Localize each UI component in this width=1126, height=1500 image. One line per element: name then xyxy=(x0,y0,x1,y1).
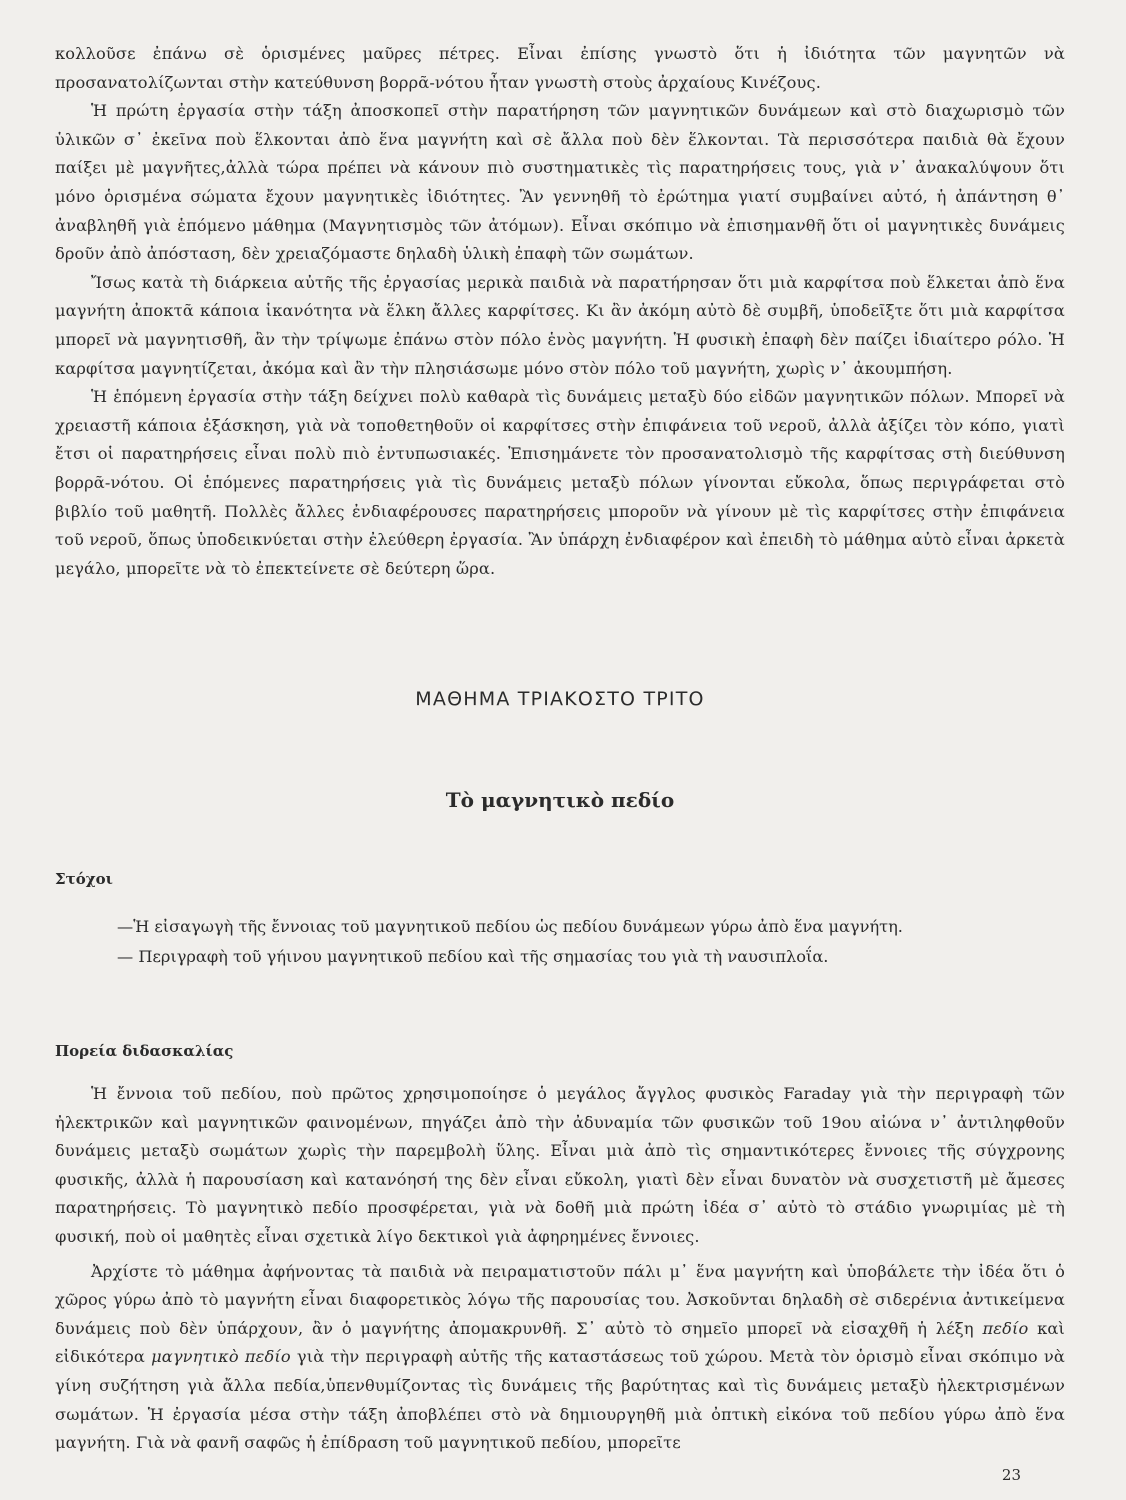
objective-item: —Ἡ εἰσαγωγὴ τῆς ἔννοιας τοῦ μαγνητικοῦ πεδίου ὡς πεδίου δυνάμεων γύρω ἀπὸ ἕνα μαγνήτη. xyxy=(117,917,903,936)
objectives-heading: Στόχοι xyxy=(55,870,113,888)
method-paragraph-2 xyxy=(55,1258,1065,1458)
intro-paragraph-2: Ἡ πρώτη ἐργασία στὴν τάξη ἀποσκοπεῖ στὴν παρατήρηση τῶν μαγνητικῶν δυνάμεων καὶ στὸ διαχωρισμὸ τῶν ὑλικῶν σ᾽ ἐκεῖνα ποὺ ἕλκονται ἀπὸ ἕνα μαγνήτη καὶ σὲ ἄλλα ποὺ δὲν ἕλκονται. Τὰ περισσότερα παιδιὰ θὰ ἔχουν παίξει μὲ μαγνῆτες,ἀλλὰ τώρα πρέπει νὰ κάνουν πιὸ συστηματικὲς τὶς παρατηρήσεις τους, γιὰ ν᾽ ἀνακαλύψουν ὅτι μόνο ὁρισμένα σώματα ἔχουν μαγνητικὲς ἰδιότητες. Ἂν γεννηθῆ τὸ ἐρώτημα γιατί συμβαίνει αὐτό, ἡ ἀπάντηση θ᾽ ἀναβληθῆ γιὰ ἑπόμενο μάθημα (Μαγνητισμὸς τῶν ἀτόμων). Εἶναι σκόπιμο νὰ ἐπισημανθῆ ὅτι οἱ μαγνητικὲς δυνάμεις δροῦν ἀπὸ ἀπόσταση, δὲν χρειαζόμαστε δηλαδὴ ὑλικὴ ἐπαφὴ τῶν σωμάτων. xyxy=(55,101,1065,264)
lesson-title: Τὸ μαγνητικὸ πεδίο xyxy=(445,788,675,812)
intro-section xyxy=(55,40,1065,583)
teaching-method-section xyxy=(55,1080,1065,1458)
book-page xyxy=(55,40,1075,1484)
method-paragraph-2-part-b: καὶ εἰδικότερα xyxy=(55,1318,1065,1367)
term-field: πεδίο xyxy=(982,1318,1029,1338)
teaching-method-heading: Πορεία διδασκαλίας xyxy=(55,1042,234,1060)
method-paragraph-1: Ἡ ἔννοια τοῦ πεδίου, ποὺ πρῶτος χρησιμοποίησε ὁ μεγάλος ἄγγλος φυσικὸς Faraday γιὰ τὴν περιγραφὴ τῶν ἠλεκτρικῶν καὶ μαγνητικῶν φαινομένων, πηγάζει ἀπὸ τὴν ἀδυναμία τῶν φυσικῶν τοῦ 19ου αἰώνα ν᾽ ἀντιληφθοῦν δυνάμεις μεταξὺ σωμάτων χωρὶς τὴν παρεμβολὴ ὕλης. Εἶναι μιὰ ἀπὸ τὶς σημαντικότερες ἔννοιες τῆς σύγχρονης φυσικῆς, ἀλλὰ ἡ παρουσίαση καὶ κατανόησή της δὲν εἶναι εὔκολη, γιατὶ δὲν εἶναι δυνατὸν νὰ συσχετιστῆ μὲ ἄμεσες παρατηρήσεις. Τὸ μαγνητικὸ πεδίο προσφέρεται, γιὰ νὰ δοθῆ μιὰ πρώτη ἰδέα σ᾽ αὐτὸ τὸ στάδιο γνωριμίας μὲ τὴ φυσική, ποὺ οἱ μαθητὲς εἶναι σχετικὰ λίγο δεκτικοὶ γιὰ ἀφηρημένες ἔννοιες. xyxy=(55,1084,1065,1246)
term-magnetic-field: μαγνητικὸ πεδίο xyxy=(151,1347,291,1367)
objective-item: — Περιγραφὴ τοῦ γήινου μαγνητικοῦ πεδίου καὶ τῆς σημασίας του γιὰ τὴ ναυσιπλοΐα. xyxy=(117,947,829,966)
intro-paragraph-3: Ἴσως κατὰ τὴ διάρκεια αὐτῆς τῆς ἐργασίας μερικὰ παιδιὰ νὰ παρατήρησαν ὅτι μιὰ καρφίτσα ποὺ ἕλκεται ἀπὸ ἕνα μαγνήτη ἀποκτᾶ κάποια ἱκανότητα νὰ ἕλκη ἄλλες καρφίτσες. Κι ἂν ἀκόμη αὐτὸ δὲ συμβῆ, ὑποδεῖξτε ὅτι μιὰ καρφίτσα μπορεῖ νὰ μαγνητισθῆ, ἂν τὴν τρίψωμε ἐπάνω στὸν πόλο ἑνὸς μαγνήτη. Ἡ φυσικὴ ἐπαφὴ δὲν παίζει ἰδιαίτερο ρόλο. Ἡ καρφίτσα μαγνητίζεται, ἀκόμα καὶ ἂν τὴν πλησιάσωμε μόνο στὸν πόλο τοῦ μαγνήτη, χωρὶς ν᾽ ἀκουμπήση. xyxy=(55,272,1065,378)
intro-paragraph-1: κολλοῦσε ἐπάνω σὲ ὁρισμένες μαῦρες πέτρες. Εἶναι ἐπίσης γνωστὸ ὅτι ἡ ἰδιότητα τῶν μαγνητῶν νὰ προσανατολίζωνται στὴν κατεύθυνση βορρᾶ-νότου ἦταν γνωστὴ στοὺς ἀρχαίους Κινέζους. xyxy=(55,44,1065,92)
objectives-list xyxy=(117,912,1067,972)
page-number: 23 xyxy=(1001,1466,1021,1484)
method-paragraph-2-part-c: γιὰ τὴν περιγραφὴ αὐτῆς τῆς καταστάσεως τοῦ χώρου. Μετὰ τὸν ὁρισμὸ εἶναι σκόπιμο νὰ γίνη συζήτηση γιὰ ἄλλα πεδία,ὑπενθυμίζοντας τὶς δυνάμεις τῆς βαρύτητας καὶ τὶς δυνάμεις μεταξὺ ἠλεκτρισμένων σωμάτων. Ἡ ἐργασία μέσα στὴν τάξη ἀποβλέπει στὸ νὰ δημιουργηθῆ μιὰ ὀπτικὴ εἰκόνα τοῦ πεδίου γύρω ἀπὸ ἕνα μαγνήτη. Γιὰ νὰ φανῆ σαφῶς ἡ ἐπίδραση τοῦ μαγνητικοῦ πεδίου, μπορεῖτε xyxy=(55,1347,1065,1453)
method-paragraph-2-part-a: Ἀρχίστε τὸ μάθημα ἀφήνοντας τὰ παιδιὰ νὰ πειραματιστοῦν πάλι μ᾽ ἕνα μαγνήτη καὶ ὑποβάλετε τὴν ἰδέα ὅτι ὁ χῶρος γύρω ἀπὸ τὸ μαγνήτη εἶναι διαφορετικὸς λόγω τῆς παρουσίας του. Ἀσκοῦνται δηλαδὴ σὲ σιδερένια ἀντικείμενα δυνάμεις ποὺ δὲν ὑπάρχουν, ἂν ὁ μαγνήτης ἀπομακρυνθῆ. Σ᾽ αὐτὸ τὸ σημεῖο μπορεῖ νὰ εἰσαχθῆ ἡ λέξη xyxy=(55,1261,1065,1338)
lesson-number-heading: ΜΑΘΗΜΑ ΤΡΙΑΚΟΣΤΟ ΤΡΙΤΟ xyxy=(415,688,705,710)
intro-paragraph-4: Ἡ ἑπόμενη ἐργασία στὴν τάξη δείχνει πολὺ καθαρὰ τὶς δυνάμεις μεταξὺ δύο εἰδῶν μαγνητικῶν πόλων. Μπορεῖ νὰ χρειαστῆ κάποια ἐξάσκηση, γιὰ νὰ τοποθετηθοῦν οἱ καρφίτσες στὴν ἐπιφάνεια τοῦ νεροῦ, ἀλλὰ ἀξίζει τὸν κόπο, γιατὶ ἔτσι οἱ παρατηρήσεις εἶναι πολὺ πιὸ ἐντυπωσιακές. Ἐπισημάνετε τὸν προσανατολισμὸ τῆς καρφίτσας στὴ διεύθυνση βορρᾶ-νότου. Οἱ ἑπόμενες παρατηρήσεις γιὰ τὶς δυνάμεις μεταξὺ πόλων γίνονται εὔκολα, ὅπως περιγράφεται στὸ βιβλίο τοῦ μαθητῆ. Πολλὲς ἄλλες ἐνδιαφέρουσες παρατηρήσεις μποροῦν νὰ γίνουν μὲ τὶς καρφίτσες στὴν ἐπιφάνεια τοῦ νεροῦ, ὅπως ὑποδεικνύεται στὴν ἐλεύθερη ἐργασία. Ἂν ὑπάρχη ἐνδιαφέρον καὶ ἐπειδὴ τὸ μάθημα αὐτὸ εἶναι ἀρκετὰ μεγάλο, μπορεῖτε νὰ τὸ ἐπεκτείνετε σὲ δεύτερη ὥρα. xyxy=(55,387,1065,578)
